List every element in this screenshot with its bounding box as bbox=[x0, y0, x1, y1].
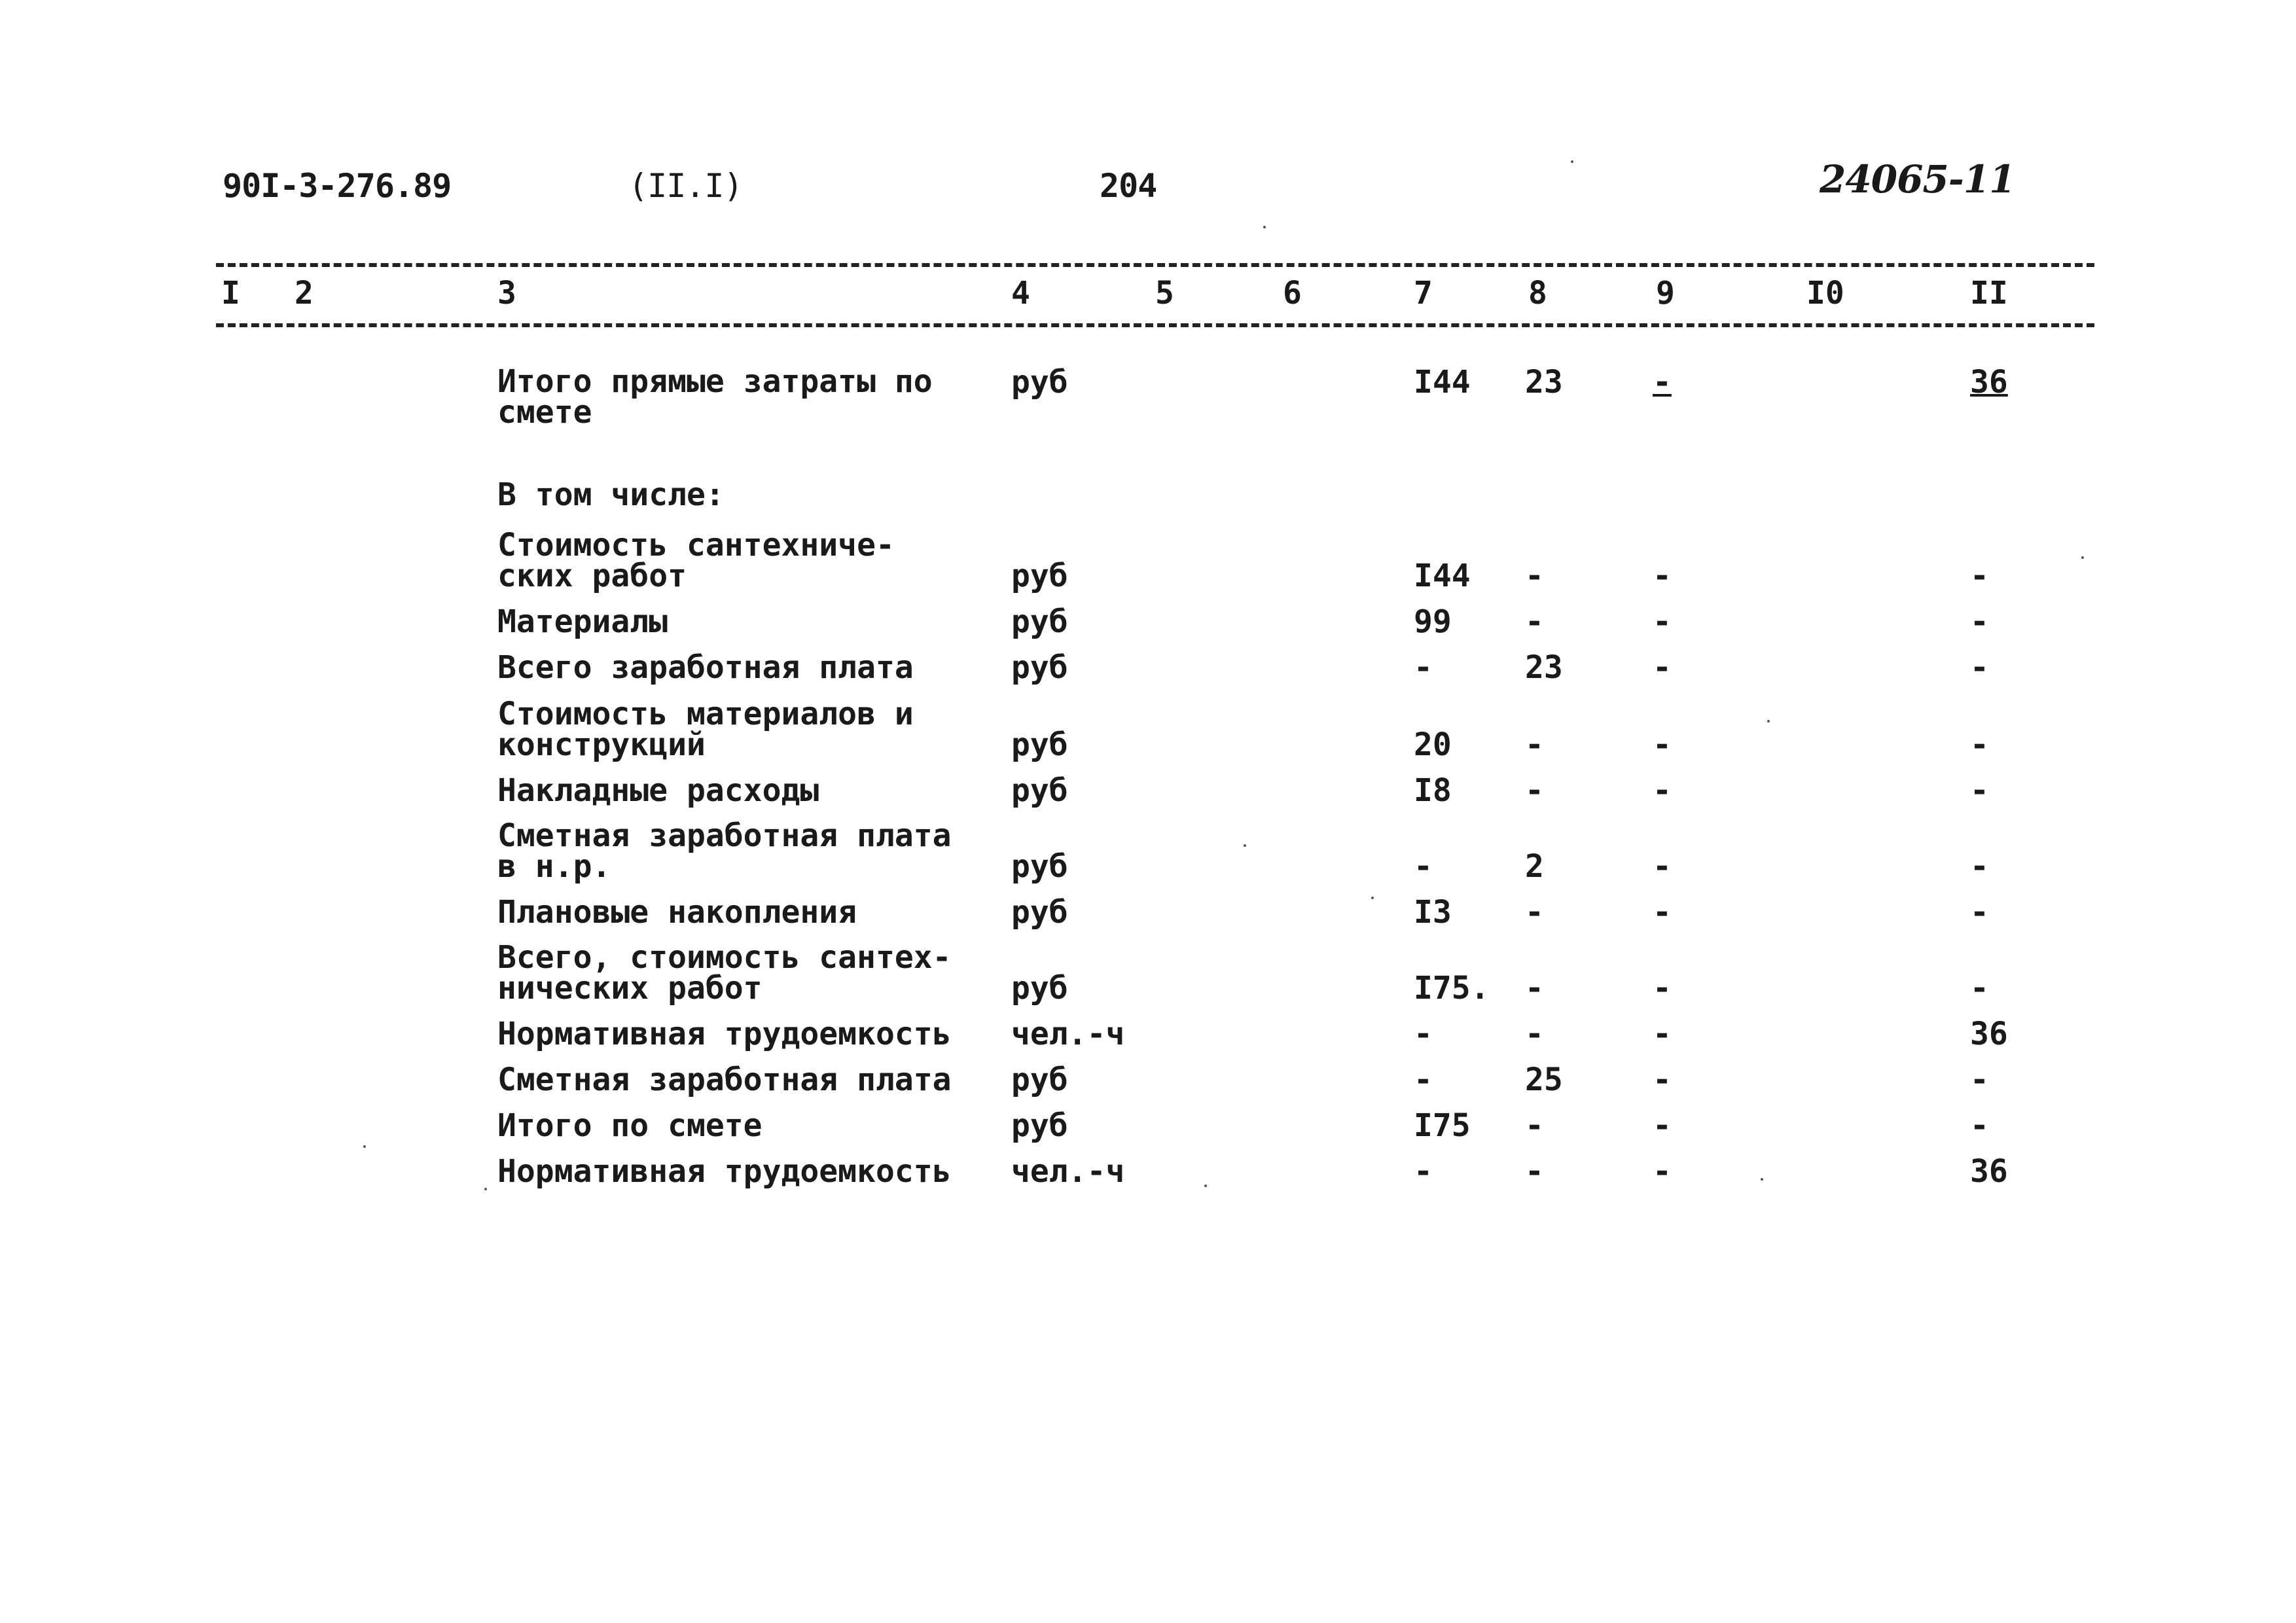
table-row bbox=[0, 806, 2296, 885]
row-col7: - bbox=[1414, 649, 1433, 686]
row-col8: - bbox=[1525, 894, 1544, 931]
table-row bbox=[0, 1004, 2296, 1050]
row-name: Материалы bbox=[497, 603, 668, 640]
row-col9: - bbox=[1653, 649, 1672, 686]
row-name: Итого по смете bbox=[497, 1107, 762, 1144]
row-unit: чел.-ч bbox=[1011, 1153, 1125, 1190]
table-row bbox=[0, 510, 2296, 592]
row-name: Стоимость материалов и конструкций bbox=[497, 696, 914, 763]
scan-speck bbox=[1244, 844, 1246, 847]
row-col7: I44 bbox=[1414, 558, 1471, 594]
row-col8: 23 bbox=[1525, 364, 1563, 401]
table-row bbox=[0, 1141, 2296, 1190]
row-name: Плановые накопления bbox=[497, 894, 857, 931]
scan-speck bbox=[1371, 897, 1374, 899]
row-col7: I44 bbox=[1414, 364, 1471, 401]
row-unit: руб bbox=[1011, 1107, 1068, 1144]
row-col11: - bbox=[1970, 772, 1989, 809]
row-col11: - bbox=[1970, 1061, 1989, 1098]
row-col11: - bbox=[1970, 894, 1989, 931]
table-row bbox=[0, 928, 2296, 1007]
row-col9: - bbox=[1653, 970, 1672, 1007]
row-unit: руб bbox=[1011, 970, 1068, 1007]
column-number: 4 bbox=[1011, 275, 1030, 312]
row-col7: 99 bbox=[1414, 603, 1452, 640]
row-col8: - bbox=[1525, 558, 1544, 594]
table-row bbox=[0, 458, 2296, 513]
section-number: (II.I) bbox=[628, 167, 743, 205]
row-col11: 36 bbox=[1970, 364, 2008, 401]
column-number: 5 bbox=[1155, 275, 1174, 312]
row-unit: руб bbox=[1011, 603, 1068, 640]
column-number: 2 bbox=[295, 275, 314, 312]
row-name: Сметная заработная плата bbox=[497, 1061, 952, 1098]
scan-speck bbox=[484, 1188, 487, 1190]
table-row bbox=[0, 882, 2296, 931]
row-col7: I3 bbox=[1414, 894, 1452, 931]
row-name: В том числе: bbox=[497, 476, 725, 513]
row-col8: - bbox=[1525, 970, 1544, 1007]
row-col8: - bbox=[1525, 772, 1544, 809]
row-col11: - bbox=[1970, 1107, 1989, 1144]
column-number: 9 bbox=[1656, 275, 1675, 312]
row-col11: - bbox=[1970, 603, 1989, 640]
row-name: Итого прямые затраты по смете bbox=[497, 363, 933, 431]
row-col7: - bbox=[1414, 1061, 1433, 1098]
row-col8: - bbox=[1525, 1016, 1544, 1052]
row-col8: - bbox=[1525, 603, 1544, 640]
row-col8: - bbox=[1525, 726, 1544, 763]
table-row bbox=[0, 363, 2296, 438]
row-name: Всего, стоимость сантех- нических работ bbox=[497, 939, 952, 1007]
row-col11: - bbox=[1970, 970, 1989, 1007]
scan-speck bbox=[1263, 226, 1266, 228]
row-unit: руб bbox=[1011, 894, 1068, 931]
table-row bbox=[0, 592, 2296, 640]
scan-speck bbox=[1761, 1178, 1763, 1181]
row-name: Сметная заработная плата в н.р. bbox=[497, 817, 952, 885]
row-col11: - bbox=[1970, 726, 1989, 763]
column-number: I0 bbox=[1806, 275, 1844, 312]
table-row bbox=[0, 1096, 2296, 1144]
row-col9: - bbox=[1653, 1107, 1672, 1144]
row-col8: 2 bbox=[1525, 848, 1544, 885]
column-number: II bbox=[1970, 275, 2008, 312]
row-unit: чел.-ч bbox=[1011, 1016, 1125, 1052]
row-col9: - bbox=[1653, 726, 1672, 763]
row-col9: - bbox=[1653, 848, 1672, 885]
row-col9: - bbox=[1653, 364, 1672, 401]
row-col8: - bbox=[1525, 1153, 1544, 1190]
row-col7: - bbox=[1414, 1153, 1433, 1190]
column-number-header bbox=[0, 275, 2296, 314]
row-unit: руб bbox=[1011, 772, 1068, 809]
row-name: Нормативная трудоемкость bbox=[497, 1016, 952, 1052]
row-unit: руб bbox=[1011, 558, 1068, 594]
document-code: 90I-3-276.89 bbox=[223, 167, 452, 205]
row-name: Нормативная трудоемкость bbox=[497, 1153, 952, 1190]
inventory-number-handwritten: 24065-11 bbox=[1820, 157, 2015, 202]
table-header-rule bbox=[216, 323, 2094, 327]
row-col8: - bbox=[1525, 1107, 1544, 1144]
row-col7: I75. bbox=[1414, 970, 1490, 1007]
row-col7: - bbox=[1414, 1016, 1433, 1052]
table-row bbox=[0, 760, 2296, 809]
row-col7: 20 bbox=[1414, 726, 1452, 763]
table-row bbox=[0, 637, 2296, 686]
row-col9: - bbox=[1653, 1061, 1672, 1098]
row-unit: руб bbox=[1011, 1061, 1068, 1098]
row-col11: 36 bbox=[1970, 1153, 2008, 1190]
scan-speck bbox=[363, 1145, 366, 1148]
row-col11: - bbox=[1970, 848, 1989, 885]
column-number: I bbox=[221, 275, 240, 312]
scan-speck bbox=[1571, 160, 1573, 163]
scan-speck bbox=[1204, 1185, 1207, 1187]
column-number: 3 bbox=[497, 275, 516, 312]
row-col9: - bbox=[1653, 1153, 1672, 1190]
row-col8: 23 bbox=[1525, 649, 1563, 686]
row-col7: I8 bbox=[1414, 772, 1452, 809]
column-number: 8 bbox=[1528, 275, 1547, 312]
table-row bbox=[0, 683, 2296, 763]
column-number: 7 bbox=[1414, 275, 1433, 312]
row-col7: I75 bbox=[1414, 1107, 1471, 1144]
row-col9: - bbox=[1653, 894, 1672, 931]
row-col8: 25 bbox=[1525, 1061, 1563, 1098]
row-col9: - bbox=[1653, 558, 1672, 594]
row-col11: 36 bbox=[1970, 1016, 2008, 1052]
row-unit: руб bbox=[1011, 364, 1068, 401]
table-top-rule bbox=[216, 263, 2094, 267]
row-col7: - bbox=[1414, 848, 1433, 885]
row-unit: руб bbox=[1011, 848, 1068, 885]
row-name: Стоимость сантехниче- ских работ bbox=[497, 527, 895, 594]
page-number: 204 bbox=[1100, 167, 1157, 205]
table-row bbox=[0, 1050, 2296, 1096]
scan-speck bbox=[2081, 556, 2084, 559]
estimate-table-body bbox=[0, 363, 2296, 1190]
row-col9: - bbox=[1653, 603, 1672, 640]
row-col11: - bbox=[1970, 558, 1989, 594]
row-unit: руб bbox=[1011, 726, 1068, 763]
row-name: Накладные расходы bbox=[497, 772, 819, 809]
row-unit: руб bbox=[1011, 649, 1068, 686]
row-col9: - bbox=[1653, 772, 1672, 809]
scan-speck bbox=[1767, 720, 1770, 722]
row-col9: - bbox=[1653, 1016, 1672, 1052]
row-col11: - bbox=[1970, 649, 1989, 686]
column-number: 6 bbox=[1283, 275, 1302, 312]
row-name: Всего заработная плата bbox=[497, 649, 914, 686]
